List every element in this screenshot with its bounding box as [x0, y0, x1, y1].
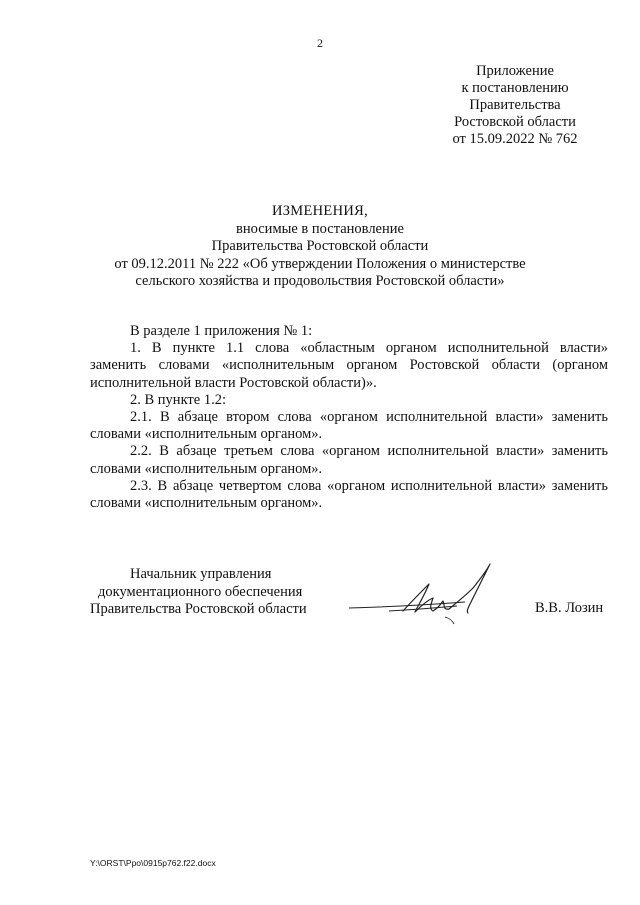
- title-line: Правительства Ростовской области: [211, 238, 429, 254]
- body-paragraph: 2.1. В абзаце втором слова «органом исполнительной власти» заменить словами «исполнительным органом».: [90, 409, 608, 443]
- body-paragraph: 2.2. В абзаце третьем слова «органом исполнительной власти» заменить словами «исполнительным органом».: [90, 443, 608, 477]
- title-heading: ИЗМЕНЕНИЯ,: [271, 203, 369, 219]
- appendix-header: [400, 63, 630, 148]
- handwritten-signature: [345, 558, 525, 630]
- signatory-name: В.В. Лозин: [535, 600, 604, 616]
- title-line: сельского хозяйства и продовольствия Ростовской области»: [135, 273, 505, 289]
- signatory-position: [90, 566, 340, 619]
- appendix-line: от 15.09.2022 № 762: [452, 131, 578, 147]
- position-line: Правительства Ростовской области: [90, 601, 307, 617]
- title-line: от 09.12.2011 № 222 «Об утверждении Положения о министерстве: [114, 255, 526, 272]
- body-paragraph: 2. В пункте 1.2:: [130, 391, 226, 408]
- appendix-line: Приложение: [476, 63, 554, 79]
- file-path: Y:\ORST\Ppo\0915p762.f22.docx: [90, 858, 216, 868]
- appendix-line: Правительства: [469, 97, 561, 113]
- body-paragraph: 2.3. В абзаце четвертом слова «органом исполнительной власти» заменить словами «исполнительным органом».: [90, 477, 608, 512]
- body-paragraph: В разделе 1 приложения № 1:: [130, 323, 313, 339]
- title-line: вносимые в постановление: [236, 220, 404, 237]
- appendix-line: к постановлению: [461, 80, 569, 96]
- document-title: [40, 203, 600, 291]
- page-number: 2: [317, 36, 323, 50]
- body-paragraph: 1. В пункте 1.1 слова «областным органом исполнительной власти» заменить словами «исполнительным органом Ростовской области (органом исполнительной власти Ростовской области)».: [90, 340, 608, 391]
- position-line: документационного обеспечения: [98, 583, 303, 600]
- appendix-line: Ростовской области: [454, 114, 576, 130]
- document-body: [90, 323, 608, 512]
- position-line: Начальник управления: [130, 566, 272, 582]
